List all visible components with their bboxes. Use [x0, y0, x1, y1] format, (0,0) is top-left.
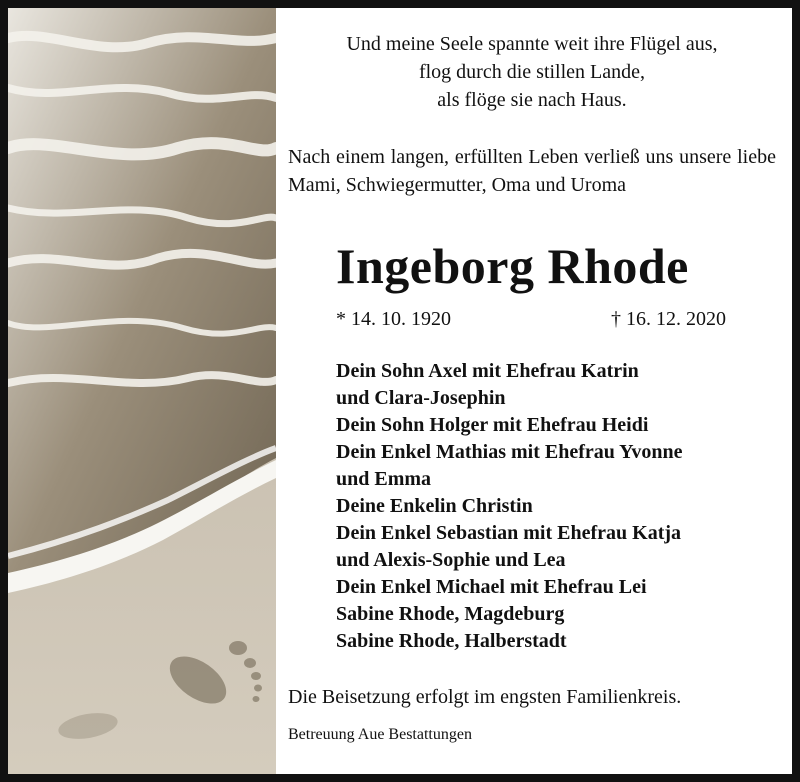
birth-date: * 14. 10. 1920	[336, 308, 451, 330]
mourner-line: Deine Enkelin Christin	[336, 495, 533, 517]
beach-footprint-photo	[8, 8, 276, 774]
poem-line: flog durch die stillen Lande,	[418, 61, 646, 83]
undertaker-credit: Betreuung Aue Bestattungen	[288, 726, 472, 743]
mourner-line: Dein Enkel Sebastian mit Ehefrau Katja	[336, 522, 682, 544]
mourners-list	[336, 358, 683, 655]
intro-text: Nach einem langen, erfüllten Leben verließ uns unsere liebe Mami, Schwiegermutter, Oma und Uroma	[288, 146, 776, 196]
poem-line: als flöge sie nach Haus.	[437, 89, 627, 111]
poem-line: Und meine Seele spannte weit ihre Flügel aus,	[346, 33, 718, 55]
mourner-line: Dein Sohn Holger mit Ehefrau Heidi	[336, 414, 649, 436]
burial-notice: Die Beisetzung erfolgt im engsten Familienkreis.	[288, 686, 682, 708]
death-date: † 16. 12. 2020	[611, 308, 726, 330]
mourner-line: und Emma	[336, 468, 432, 490]
mourner-line: Dein Enkel Mathias mit Ehefrau Yvonne	[336, 441, 683, 463]
mourner-line: Dein Enkel Michael mit Ehefrau Lei	[336, 576, 647, 598]
mourner-line: und Clara-Josephin	[336, 387, 506, 409]
mourner-line: Dein Sohn Axel mit Ehefrau Katrin	[336, 360, 639, 382]
deceased-name: Ingeborg Rhode	[336, 238, 689, 294]
mourner-line: Sabine Rhode, Magdeburg	[336, 603, 565, 625]
life-dates	[336, 306, 726, 332]
mourner-line: und Alexis-Sophie und Lea	[336, 549, 566, 571]
mourner-line: Sabine Rhode, Halberstadt	[336, 630, 567, 652]
poem	[288, 30, 776, 114]
